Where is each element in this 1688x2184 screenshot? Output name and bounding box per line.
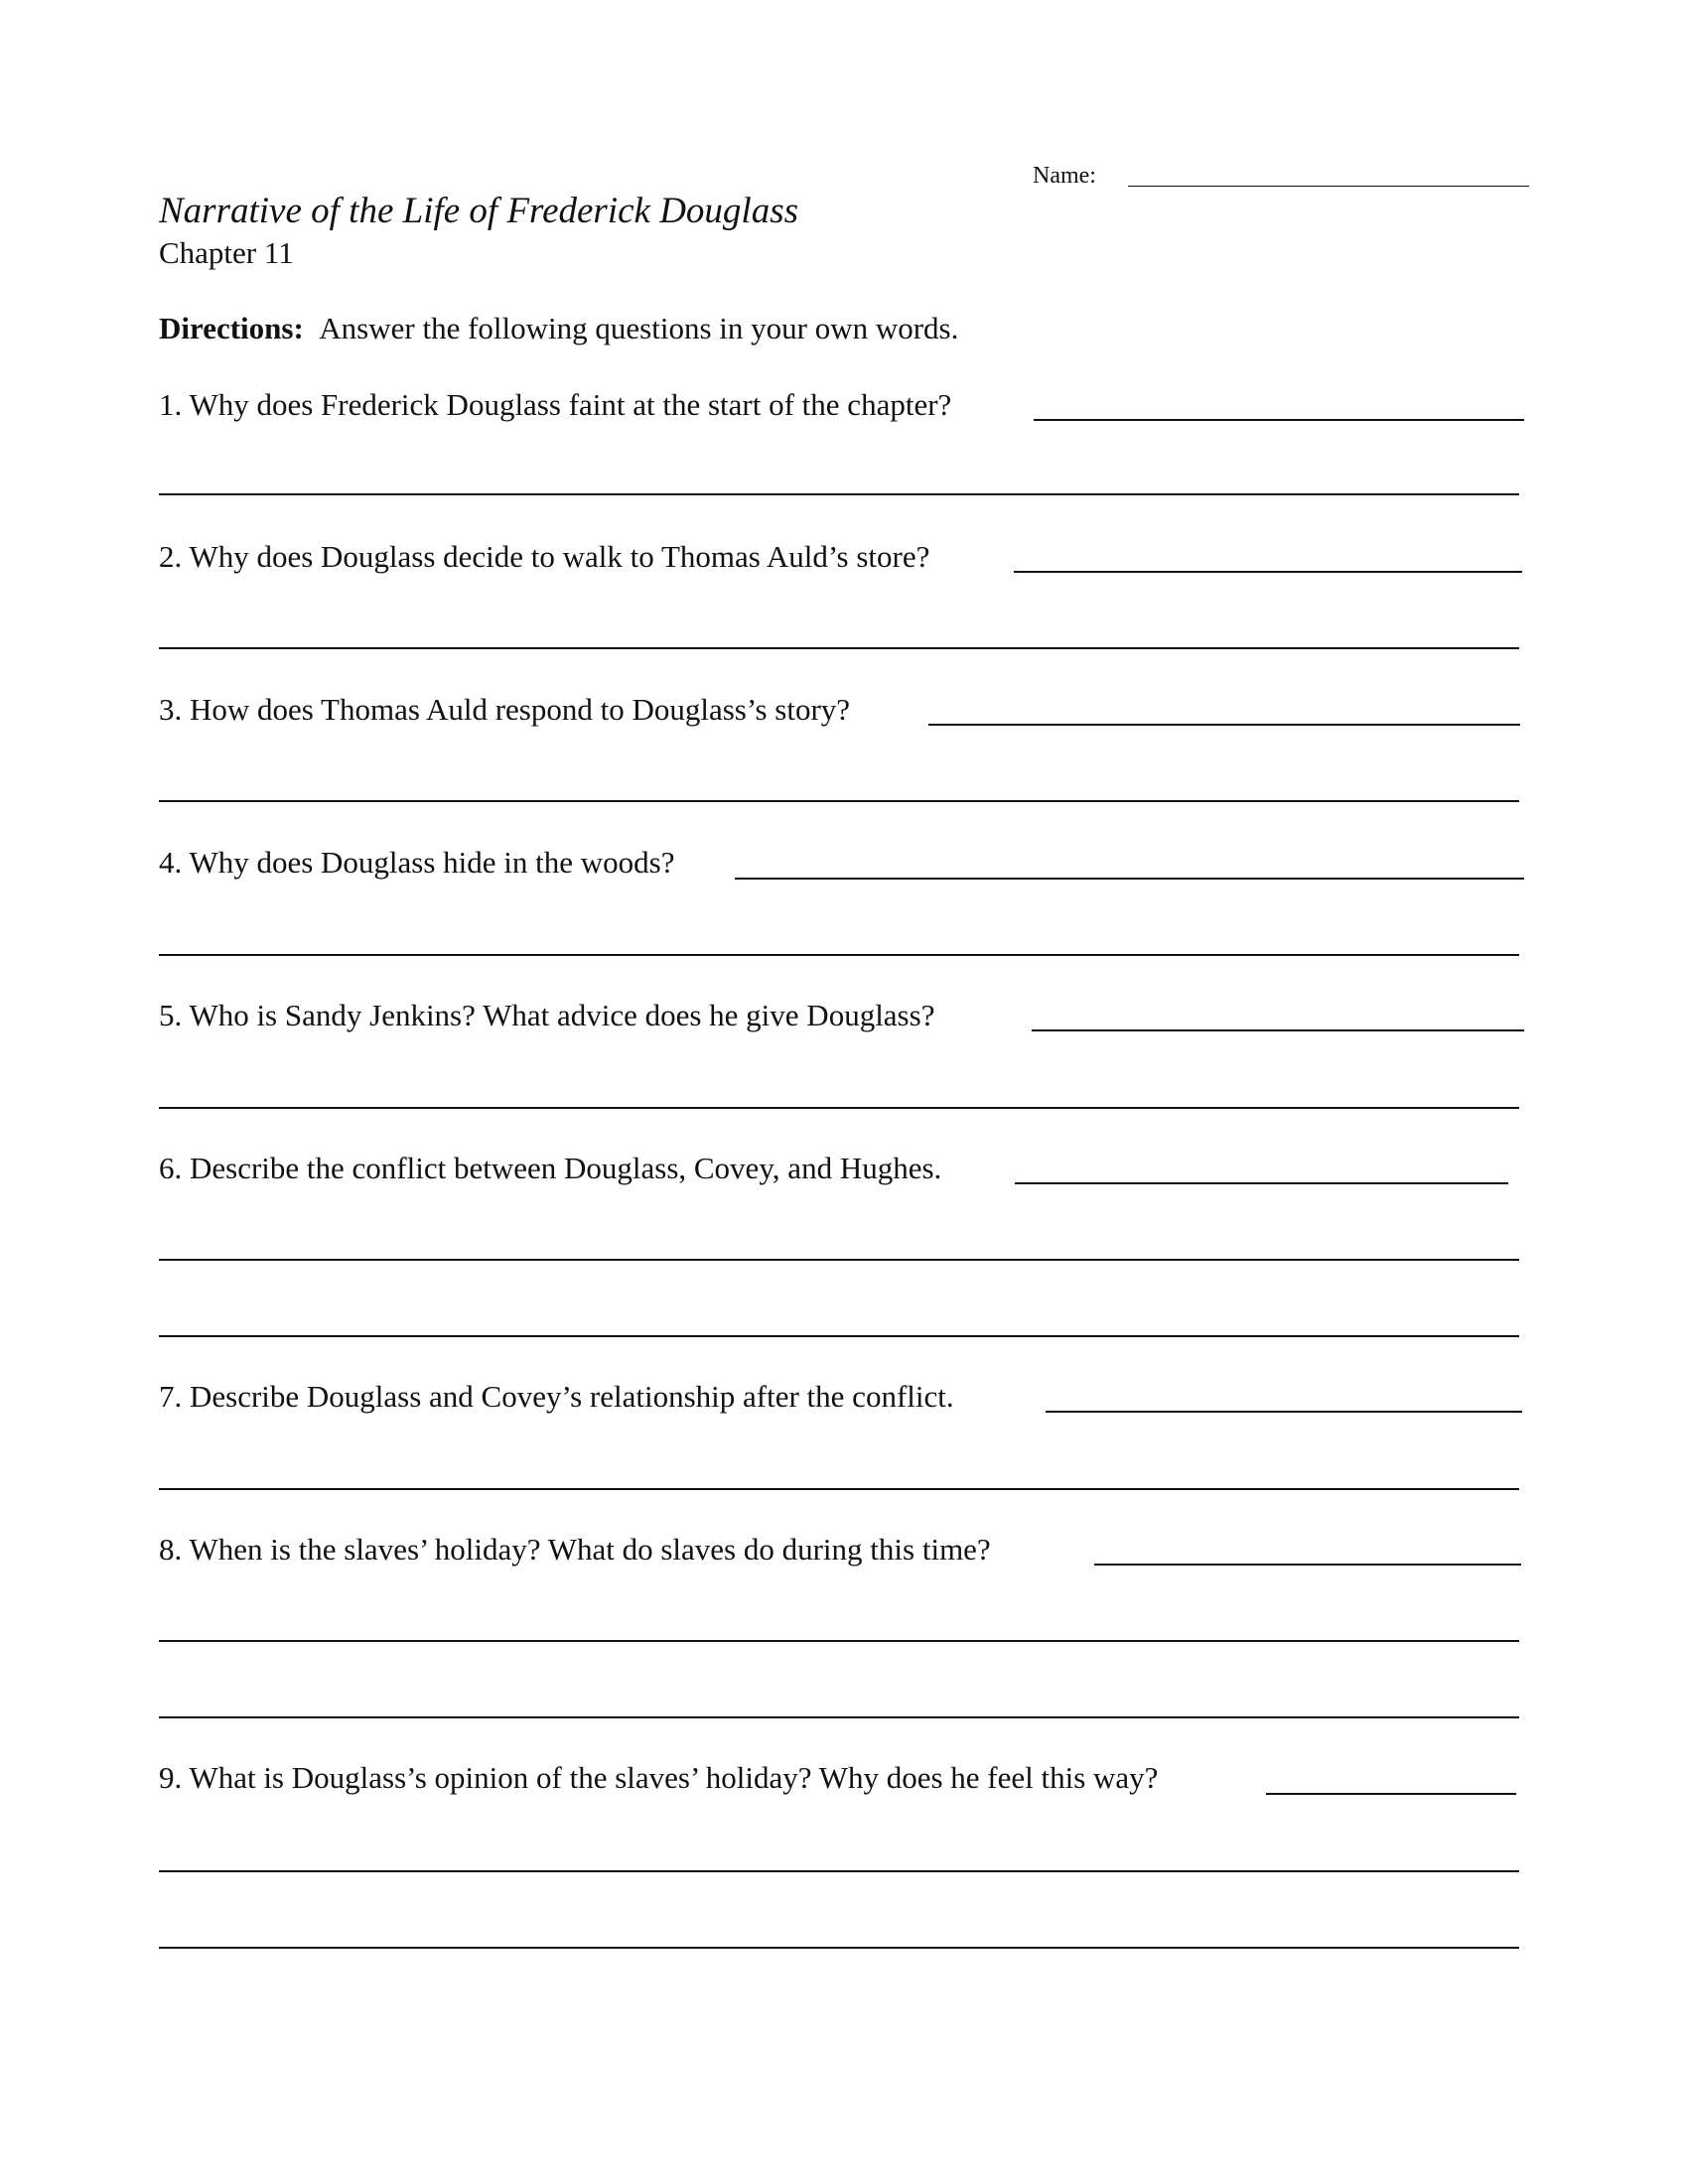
answer-line-2b[interactable] [159,647,1519,649]
answer-line-2a[interactable] [1014,571,1522,573]
answer-line-4b[interactable] [159,954,1519,956]
answer-line-8a[interactable] [1094,1564,1521,1566]
answer-line-8b[interactable] [159,1640,1519,1642]
answer-line-7a[interactable] [1046,1411,1522,1413]
answer-line-1b[interactable] [159,493,1519,495]
answer-line-8c[interactable] [159,1716,1519,1718]
name-label: Name: [1033,163,1096,189]
answer-line-1a[interactable] [1034,419,1524,421]
answer-line-9b[interactable] [159,1870,1519,1872]
directions-text: Answer the following questions in your own words. [319,311,959,345]
document-title: Narrative of the Life of Frederick Douglass [159,191,798,231]
question-2: 2. Why does Douglass decide to walk to Thomas Auld’s store? [159,539,930,574]
name-field[interactable] [1033,159,1529,199]
question-1: 1. Why does Frederick Douglass faint at the start of the chapter? [159,387,952,422]
answer-line-4a[interactable] [735,878,1524,880]
chapter-label: Chapter 11 [159,235,294,270]
answer-line-5b[interactable] [159,1107,1519,1109]
question-7: 7. Describe Douglass and Covey’s relationship after the conflict. [159,1379,954,1414]
question-5: 5. Who is Sandy Jenkins? What advice does he give Douglass? [159,998,935,1032]
question-4: 4. Why does Douglass hide in the woods? [159,845,675,880]
directions-label: Directions: [159,311,304,345]
directions [159,311,958,346]
answer-line-9a[interactable] [1266,1793,1516,1795]
question-6: 6. Describe the conflict between Douglass, Covey, and Hughes. [159,1151,942,1185]
answer-line-5a[interactable] [1032,1029,1524,1031]
question-8: 8. When is the slaves’ holiday? What do slaves do during this time? [159,1532,991,1567]
answer-line-6c[interactable] [159,1335,1519,1337]
answer-line-9c[interactable] [159,1947,1519,1949]
question-3: 3. How does Thomas Auld respond to Douglass’s story? [159,692,851,727]
answer-line-3b[interactable] [159,800,1519,802]
name-answer-line[interactable] [1128,186,1529,187]
answer-line-3a[interactable] [928,724,1520,726]
answer-line-6b[interactable] [159,1259,1519,1261]
question-9: 9. What is Douglass’s opinion of the slaves’ holiday? Why does he feel this way? [159,1760,1159,1795]
answer-line-6a[interactable] [1015,1182,1508,1184]
answer-line-7b[interactable] [159,1488,1519,1490]
